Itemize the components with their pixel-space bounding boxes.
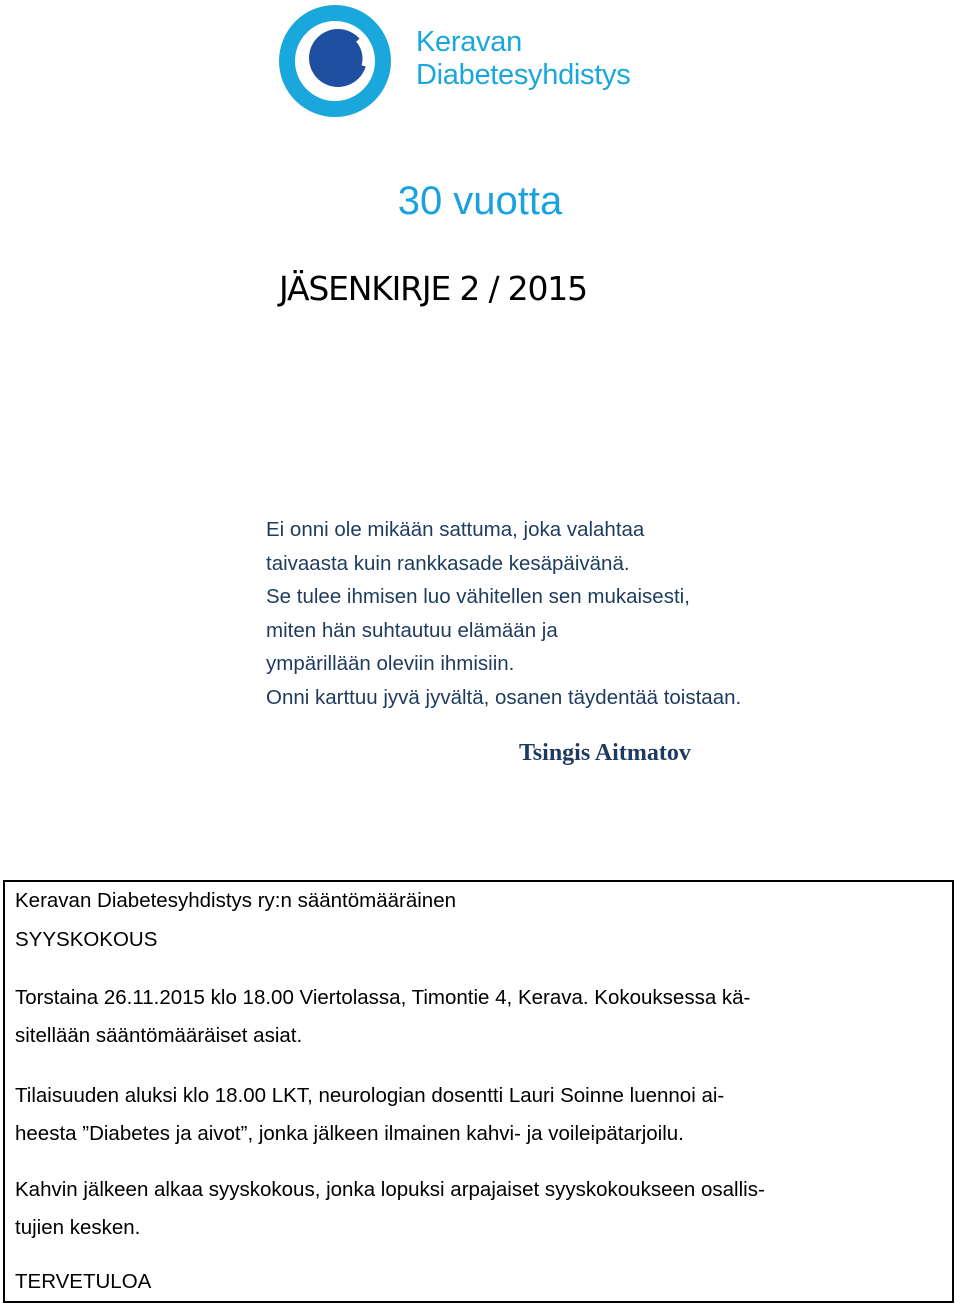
quote-line: Onni karttuu jyvä jyvältä, osanen täydentää toistaan. [266, 685, 742, 709]
meeting-program-line: Tilaisuuden aluksi klo 18.00 LKT, neurologian dosentti Lauri Soinne luennoi ai- [15, 1084, 725, 1107]
quote-line: taivaasta kuin rankkasade kesäpäivänä. [266, 551, 630, 575]
meeting-time-place-line: sitellään sääntömääräiset asiat. [15, 1023, 303, 1047]
meeting-label: SYYSKOKOUS [15, 928, 158, 951]
quote-line: miten hän suhtautuu elämään ja [266, 618, 558, 642]
quote-line: Ei onni ole mikään sattuma, joka valahtaa [266, 518, 645, 541]
welcome-text: TERVETULOA [15, 1270, 152, 1293]
meeting-program [15, 1077, 945, 1152]
anniversary-heading: 30 vuotta [397, 179, 563, 223]
meeting-program-line: heesta ”Diabetes ja aivot”, jonka jälkeen ilmainen kahvi- ja voileipätarjoilu. [15, 1121, 684, 1145]
logo-wordmark [416, 26, 630, 92]
meeting-after-line: tujien kesken. [15, 1215, 141, 1239]
meeting-notice-box [3, 880, 954, 1303]
meeting-time-place-line: Torstaina 26.11.2015 klo 18.00 Viertolassa, Timontie 4, Kerava. Kokouksessa kä- [15, 986, 751, 1009]
notice-heading: Keravan Diabetesyhdistys ry:n sääntömääräinen [15, 889, 456, 912]
logo-line-1: Keravan [416, 26, 522, 58]
quote-line: Se tulee ihmisen luo vähitellen sen mukaisesti, [266, 585, 690, 608]
quote-author: Tsingis Aitmatov [519, 740, 691, 766]
logo-eye-mark [278, 4, 393, 119]
quote-line: ympärillään oleviin ihmisiin. [266, 652, 515, 675]
newsletter-title: JÄSENKIRJE 2 / 2015 [279, 269, 587, 308]
organization-logo [276, 4, 656, 122]
meeting-time-place [15, 979, 945, 1054]
meeting-after-line: Kahvin jälkeen alkaa syyskokous, jonka lopuksi arpajaiset syyskokoukseen osallis- [15, 1178, 765, 1201]
logo-line-2: Diabetesyhdistys [416, 59, 631, 91]
quote-block [266, 513, 741, 714]
meeting-after [15, 1171, 945, 1246]
